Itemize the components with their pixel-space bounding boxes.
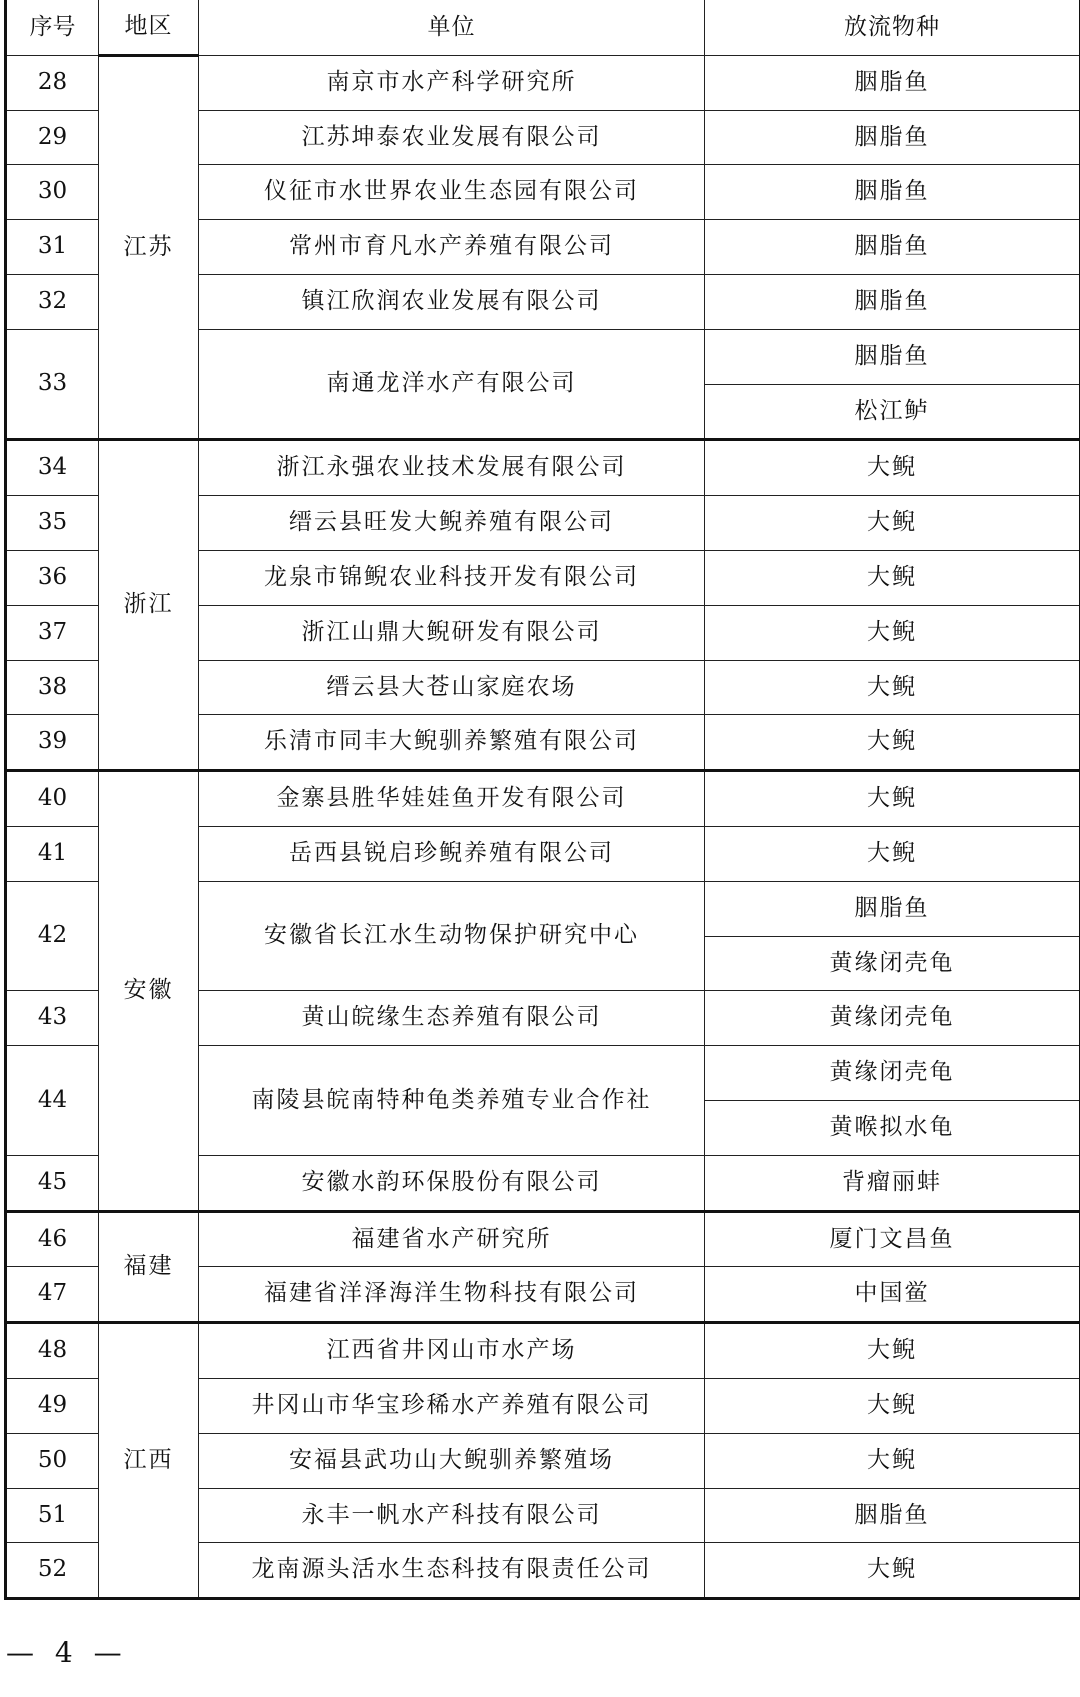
cell-no: 31 <box>6 220 99 275</box>
cell-species: 大鲵 <box>705 826 1080 881</box>
cell-unit: 龙南源头活水生态科技有限责任公司 <box>199 1543 705 1599</box>
header-no: 序号 <box>6 0 99 55</box>
cell-no: 38 <box>6 660 99 715</box>
cell-species: 胭脂鱼 <box>705 110 1080 165</box>
cell-unit: 龙泉市锦鲵农业科技开发有限公司 <box>199 550 705 605</box>
header-row <box>6 0 1080 55</box>
table-row <box>6 1323 1080 1379</box>
cell-species: 黄缘闭壳龟 <box>705 936 1080 991</box>
cell-unit: 金寨县胜华娃娃鱼开发有限公司 <box>199 771 705 827</box>
cell-species: 黄缘闭壳龟 <box>705 991 1080 1046</box>
cell-species: 大鲵 <box>705 496 1080 551</box>
cell-no: 50 <box>6 1433 99 1488</box>
cell-species: 胭脂鱼 <box>705 881 1080 936</box>
cell-unit: 福建省洋泽海洋生物科技有限公司 <box>199 1267 705 1323</box>
cell-species: 黄缘闭壳龟 <box>705 1046 1080 1101</box>
table-row <box>6 440 1080 496</box>
cell-species: 松江鲈 <box>705 384 1080 440</box>
cell-no: 29 <box>6 110 99 165</box>
cell-species: 中国鲎 <box>705 1267 1080 1323</box>
cell-species: 厦门文昌鱼 <box>705 1211 1080 1267</box>
cell-species: 大鲵 <box>705 605 1080 660</box>
cell-species: 胭脂鱼 <box>705 329 1080 384</box>
cell-no: 41 <box>6 826 99 881</box>
header-species: 放流物种 <box>705 0 1080 55</box>
cell-unit: 南通龙洋水产有限公司 <box>199 329 705 440</box>
cell-unit: 常州市育凡水产养殖有限公司 <box>199 220 705 275</box>
cell-species: 胭脂鱼 <box>705 220 1080 275</box>
cell-no: 39 <box>6 715 99 771</box>
cell-no: 34 <box>6 440 99 496</box>
cell-no: 51 <box>6 1488 99 1543</box>
cell-no: 42 <box>6 881 99 991</box>
cell-no: 44 <box>6 1046 99 1156</box>
cell-species: 大鲵 <box>705 550 1080 605</box>
cell-no: 40 <box>6 771 99 827</box>
cell-species: 背瘤丽蚌 <box>705 1155 1080 1211</box>
table-row <box>6 55 1080 110</box>
cell-unit: 井冈山市华宝珍稀水产养殖有限公司 <box>199 1378 705 1433</box>
cell-no: 33 <box>6 329 99 440</box>
cell-species: 大鲵 <box>705 1433 1080 1488</box>
cell-unit: 江苏坤泰农业发展有限公司 <box>199 110 705 165</box>
cell-unit: 镇江欣润农业发展有限公司 <box>199 274 705 329</box>
cell-unit: 福建省水产研究所 <box>199 1211 705 1267</box>
cell-no: 47 <box>6 1267 99 1323</box>
cell-unit: 安徽水韵环保股份有限公司 <box>199 1155 705 1211</box>
cell-no: 35 <box>6 496 99 551</box>
cell-region: 浙江 <box>99 440 199 771</box>
cell-unit: 江西省井冈山市水产场 <box>199 1323 705 1379</box>
cell-unit: 缙云县大苍山家庭农场 <box>199 660 705 715</box>
cell-unit: 岳西县锐启珍鲵养殖有限公司 <box>199 826 705 881</box>
cell-no: 49 <box>6 1378 99 1433</box>
release-units-table <box>4 0 1080 1600</box>
header-region: 地区 <box>99 0 199 55</box>
cell-species: 胭脂鱼 <box>705 274 1080 329</box>
cell-species: 大鲵 <box>705 1378 1080 1433</box>
cell-unit: 仪征市水世界农业生态园有限公司 <box>199 165 705 220</box>
cell-species: 大鲵 <box>705 771 1080 827</box>
page-number: — 4 — <box>6 1636 128 1669</box>
cell-unit: 南京市水产科学研究所 <box>199 55 705 110</box>
cell-region: 安徽 <box>99 771 199 1211</box>
cell-unit: 安福县武功山大鲵驯养繁殖场 <box>199 1433 705 1488</box>
cell-species: 胭脂鱼 <box>705 165 1080 220</box>
cell-no: 43 <box>6 991 99 1046</box>
table-row <box>6 1211 1080 1267</box>
cell-no: 30 <box>6 165 99 220</box>
cell-no: 46 <box>6 1211 99 1267</box>
cell-no: 28 <box>6 55 99 110</box>
cell-species: 胭脂鱼 <box>705 55 1080 110</box>
cell-no: 48 <box>6 1323 99 1379</box>
table-body <box>6 55 1080 1598</box>
cell-species: 大鲵 <box>705 1323 1080 1379</box>
cell-species: 大鲵 <box>705 440 1080 496</box>
cell-unit: 缙云县旺发大鲵养殖有限公司 <box>199 496 705 551</box>
cell-region: 福建 <box>99 1211 199 1323</box>
cell-unit: 浙江山鼎大鲵研发有限公司 <box>199 605 705 660</box>
cell-species: 大鲵 <box>705 660 1080 715</box>
header-unit: 单位 <box>199 0 705 55</box>
cell-unit: 永丰一帆水产科技有限公司 <box>199 1488 705 1543</box>
cell-region: 江苏 <box>99 55 199 440</box>
table-row <box>6 771 1080 827</box>
cell-species: 胭脂鱼 <box>705 1488 1080 1543</box>
cell-species: 黄喉拟水龟 <box>705 1100 1080 1155</box>
cell-unit: 南陵县皖南特种龟类养殖专业合作社 <box>199 1046 705 1156</box>
cell-unit: 黄山皖缘生态养殖有限公司 <box>199 991 705 1046</box>
cell-region: 江西 <box>99 1323 199 1599</box>
cell-no: 45 <box>6 1155 99 1211</box>
cell-unit: 安徽省长江水生动物保护研究中心 <box>199 881 705 991</box>
cell-species: 大鲵 <box>705 1543 1080 1599</box>
cell-no: 52 <box>6 1543 99 1599</box>
cell-unit: 浙江永强农业技术发展有限公司 <box>199 440 705 496</box>
cell-species: 大鲵 <box>705 715 1080 771</box>
cell-no: 36 <box>6 550 99 605</box>
cell-no: 32 <box>6 274 99 329</box>
cell-unit: 乐清市同丰大鲵驯养繁殖有限公司 <box>199 715 705 771</box>
cell-no: 37 <box>6 605 99 660</box>
